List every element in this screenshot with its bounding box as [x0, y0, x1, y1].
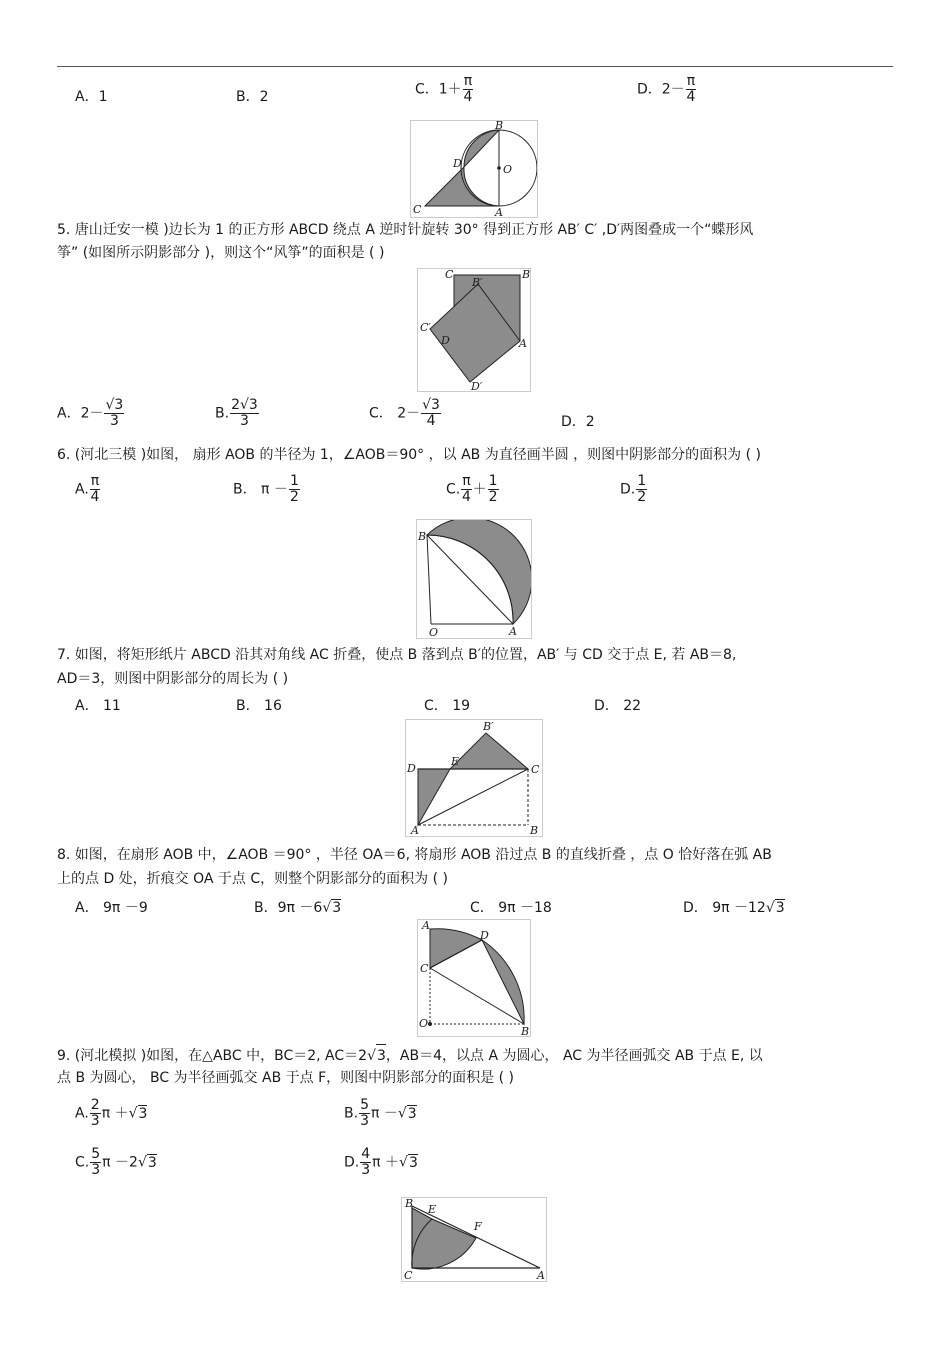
q9-option-a-prefix: A. — [75, 1105, 89, 1122]
radicand: 3 — [138, 1105, 148, 1122]
q7-label-d: D — [407, 762, 416, 775]
q7-label-b-prime: B′ — [483, 720, 494, 733]
numerator: π — [90, 473, 100, 489]
q6-option-b-fraction — [289, 474, 300, 505]
q4-label-b: B — [495, 121, 504, 132]
header-rule — [57, 66, 893, 67]
q7-label-e: E — [451, 755, 460, 768]
sqrt-sign: √ — [137, 1154, 147, 1171]
q8-option-d[interactable] — [683, 897, 785, 917]
q5-stem-line2: 筝” (如图所示阴影部分 )，则这个“风筝”的面积是 ( ) — [57, 245, 385, 261]
q7-figure — [405, 719, 543, 837]
q6-option-c-fraction-1 — [461, 474, 471, 505]
q8-stem-line2: 上的点 D 处，折痕交 OA 于点 C，则整个阴影部分的面积为 ( ) — [57, 871, 448, 887]
q4-option-c-prefix: C．1＋ — [415, 81, 462, 98]
q9-option-a-suffix: π ＋ — [101, 1105, 129, 1122]
q9-option-d-suffix: π ＋ — [372, 1154, 400, 1171]
numerator: 4 — [361, 1146, 371, 1162]
radicand: 3 — [376, 1044, 386, 1067]
q5-option-c-prefix: C． 2－ — [369, 405, 421, 422]
numerator: 5 — [91, 1146, 101, 1162]
q4-label-c: C — [413, 203, 422, 216]
numerator: 5 — [360, 1097, 369, 1113]
q5-label-d: D — [441, 334, 450, 347]
q9-stem-line1-prefix: 9. (河北模拟 )如图，在△ABC 中，BC＝2, AC＝2 — [57, 1048, 368, 1064]
numerator: 2 — [90, 1097, 100, 1113]
q6-option-d[interactable] — [620, 474, 648, 505]
q8-label-c: C — [420, 962, 429, 975]
sqrt-sign: √ — [399, 1154, 408, 1171]
q9-figure — [401, 1197, 547, 1282]
q8-stem-line1: 8. 如图，在扇形 AOB 中，∠AOB ＝90° ，半径 OA＝6, 将扇形 AOB 沿过点 B 的直线折叠 ，点 O 恰好落在弧 AB — [57, 847, 772, 863]
denominator: 3 — [360, 1113, 369, 1129]
q6-label-a: A — [509, 625, 517, 638]
sqrt-sign: √ — [397, 1105, 407, 1122]
denominator: 3 — [239, 413, 249, 429]
numerator: 1 — [637, 473, 647, 489]
q6-option-d-prefix: D. — [620, 481, 636, 498]
q8-option-a[interactable]: A． 9π －9 — [75, 900, 148, 916]
denominator: 4 — [426, 413, 436, 429]
q5-label-a: A — [519, 337, 527, 350]
q6-option-a-fraction — [90, 474, 100, 505]
q9-option-a-fraction — [90, 1098, 101, 1129]
q5-label-b: B — [522, 269, 530, 281]
q4-option-d-fraction — [686, 74, 696, 105]
q7-stem-line2: AD＝3，则图中阴影部分的周长为 ( ) — [57, 671, 289, 687]
q6-label-o: O — [429, 626, 439, 638]
q9-label-f: F — [474, 1220, 482, 1233]
q8-option-b[interactable] — [254, 897, 341, 917]
q7-option-a[interactable]: A． 11 — [75, 698, 121, 714]
q5-option-a-prefix: A．2－ — [57, 405, 104, 422]
q4-option-a[interactable]: A．1 — [75, 89, 108, 105]
numerator: √3 — [105, 397, 124, 413]
numerator: π — [462, 473, 471, 489]
denominator: 4 — [686, 89, 696, 105]
numerator: √3 — [422, 397, 440, 413]
q7-label-b: B — [530, 824, 539, 836]
q4-option-d[interactable] — [637, 74, 697, 105]
denominator: 4 — [461, 489, 471, 505]
q8-label-a: A — [422, 920, 430, 932]
q7-option-d[interactable]: D． 22 — [594, 698, 642, 714]
q6-figure — [416, 519, 532, 639]
q9-label-b: B — [405, 1198, 414, 1210]
denominator: 3 — [109, 413, 119, 429]
q4-option-b[interactable]: B．2 — [236, 89, 269, 105]
q5-figure — [417, 268, 531, 392]
q9-option-b-prefix: B. — [344, 1105, 359, 1122]
q6-option-c-prefix: C. — [446, 481, 461, 498]
q5-label-c: C — [445, 269, 454, 281]
q5-option-b-fraction — [230, 398, 259, 429]
q4-figure — [410, 120, 538, 218]
q5-label-b-prime: B′ — [472, 276, 483, 289]
q4-option-c-fraction — [463, 74, 473, 105]
denominator: 4 — [463, 89, 473, 105]
q7-option-b[interactable]: B． 16 — [236, 698, 282, 714]
denominator: 3 — [361, 1162, 371, 1178]
q7-label-c: C — [531, 763, 540, 776]
q9-stem-line2: 点 B 为圆心， BC 为半径画弧交 AB 于点 F，则图中阴影部分的面积是 ( ) — [57, 1070, 514, 1086]
q9-option-b-suffix: π － — [370, 1105, 398, 1122]
q8-label-o: O — [419, 1017, 429, 1030]
q7-stem-line1: 7. 如图，将矩形纸片 ABCD 沿其对角线 AC 折叠，使点 B 落到点 B′的位置，AB′ 与 CD 交于点 E, 若 AB＝8, — [57, 647, 737, 663]
q9-option-d-prefix: D. — [344, 1154, 360, 1171]
q5-option-c[interactable] — [369, 398, 442, 429]
q9-label-c: C — [404, 1269, 413, 1281]
q5-option-b[interactable] — [215, 398, 260, 429]
q4-option-c[interactable] — [415, 74, 474, 105]
q4-label-d: D — [453, 157, 462, 170]
q6-option-b[interactable] — [233, 474, 301, 505]
numerator: 1 — [488, 473, 498, 489]
q9-option-c-fraction — [90, 1147, 101, 1178]
q4-option-d-prefix: D．2－ — [637, 81, 685, 98]
numerator: π — [463, 73, 473, 89]
denominator: 3 — [90, 1113, 100, 1129]
q6-label-b: B — [418, 530, 427, 543]
denominator: 2 — [289, 489, 299, 505]
q4-label-a: A — [495, 206, 503, 217]
q8-option-b-prefix: B．9π －6 — [254, 900, 323, 916]
q8-option-c[interactable]: C． 9π －18 — [470, 900, 552, 916]
q9-option-d-fraction — [360, 1147, 371, 1178]
q4-label-o: O — [503, 163, 513, 176]
q9-option-c-suffix: π －2 — [102, 1154, 138, 1171]
q5-option-b-prefix: B. — [215, 405, 230, 422]
q7-option-c[interactable]: C． 19 — [424, 698, 471, 714]
q6-option-c-fraction-2 — [488, 474, 499, 505]
q9-option-c[interactable] — [75, 1147, 157, 1178]
q5-option-a-fraction — [104, 398, 124, 429]
radicand: 3 — [775, 900, 785, 916]
sqrt-sign: √ — [128, 1105, 138, 1122]
q6-option-b-prefix: B． π － — [233, 481, 288, 498]
q6-stem-line1: 6. (河北三模 )如图， 扇形 AOB 的半径为 1，∠AOB＝90° ，以 AB 为直径画半圆 ，则图中阴影部分的面积为 ( ) — [57, 447, 761, 463]
q8-label-d: D — [480, 929, 489, 942]
denominator: 4 — [90, 489, 100, 505]
q9-option-b-fraction — [359, 1098, 370, 1129]
q5-stem-line1: 5. 唐山迁安一模 )边长为 1 的正方形 ABCD 绕点 A 逆时针旋转 30° 得到正方形 AB′ C′ ,D′两图叠成一个“蝶形风 — [57, 222, 754, 238]
q9-option-d[interactable] — [344, 1147, 418, 1178]
q8-figure — [417, 919, 531, 1037]
q5-option-c-fraction — [421, 398, 441, 429]
q6-option-a[interactable] — [75, 474, 101, 505]
numerator: 2√3 — [231, 397, 258, 413]
q6-option-c[interactable] — [446, 474, 500, 505]
sqrt-sign: √ — [367, 1048, 376, 1064]
radicand: 3 — [147, 1154, 157, 1171]
radicand: 3 — [407, 1105, 417, 1122]
denominator: 2 — [637, 489, 647, 505]
denominator: 2 — [488, 489, 498, 505]
q6-option-a-prefix: A. — [75, 481, 89, 498]
q7-label-a: A — [411, 824, 419, 836]
q8-label-b: B — [521, 1025, 530, 1036]
q9-option-c-prefix: C. — [75, 1154, 90, 1171]
numerator: π — [686, 73, 696, 89]
q6-option-d-fraction — [636, 474, 647, 505]
plus-sign: ＋ — [472, 481, 487, 498]
q9-stem-line1 — [57, 1044, 763, 1067]
sqrt-sign: √ — [765, 900, 775, 916]
radicand: 3 — [408, 1154, 418, 1171]
numerator: 1 — [289, 473, 299, 489]
q5-option-a[interactable] — [57, 398, 125, 429]
q9-label-e: E — [428, 1203, 437, 1216]
q9-option-b[interactable] — [344, 1098, 417, 1129]
q9-option-a[interactable] — [75, 1098, 147, 1129]
radicand: 3 — [332, 900, 342, 916]
q9-stem-line1-suffix: ，AB＝4，以点 A 为圆心， AC 为半径画弧交 AB 于点 E, 以 — [385, 1048, 763, 1064]
denominator: 3 — [91, 1162, 101, 1178]
q9-label-a: A — [537, 1269, 545, 1281]
q5-option-d[interactable]: D．2 — [561, 414, 595, 430]
q8-option-d-prefix: D． 9π －12 — [683, 900, 766, 916]
q5-label-c-prime: C′ — [420, 321, 431, 334]
q5-label-d-prime: D′ — [471, 380, 483, 391]
sqrt-sign: √ — [322, 900, 332, 916]
